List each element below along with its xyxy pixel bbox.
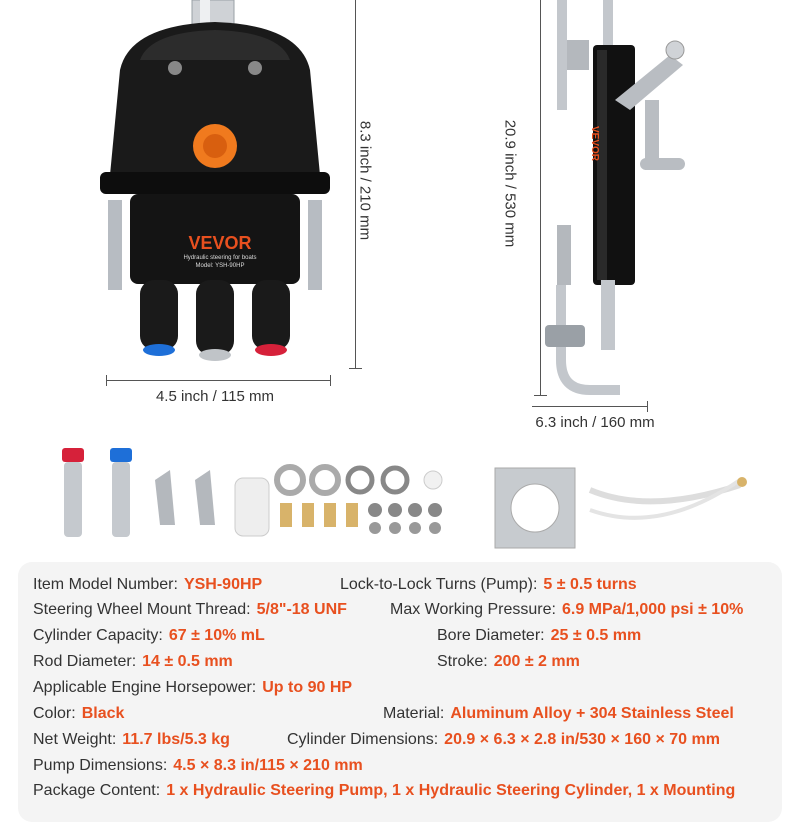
spec-value: Aluminum Alloy + 304 Stainless Steel [450, 705, 734, 722]
spec-label: Material: [383, 705, 445, 722]
cylinder-height-label: 20.9 inch / 530 mm [501, 119, 519, 248]
spec-label: Rod Diameter: [33, 653, 137, 670]
spec-value: 20.9 × 6.3 × 2.8 in/530 × 160 × 70 mm [444, 731, 720, 748]
pump-height-label: 8.3 inch / 210 mm [356, 120, 374, 241]
spec-value: 67 ± 10% mL [168, 627, 265, 644]
spec-value: 11.7 lbs/5.3 kg [122, 731, 230, 748]
spec-value: Black [81, 705, 125, 722]
spec-value: 200 ± 2 mm [493, 653, 580, 670]
spec-mount-thread [33, 601, 347, 619]
spec-color [33, 705, 124, 723]
spec-value: 5/8"-18 UNF [256, 601, 347, 618]
hose-fitting-red-icon [62, 448, 84, 537]
spec-label: Pump Dimensions: [33, 757, 168, 774]
steering-cylinder-image [545, 0, 695, 400]
spec-lock-turns [340, 576, 637, 594]
spec-value: 6.9 MPa/1,000 psi ± 10% [561, 601, 744, 618]
spec-package-content [33, 782, 735, 800]
cylinder-width-tick-right [647, 401, 648, 412]
spec-label: Lock-to-Lock Turns (Pump): [340, 576, 538, 593]
spec-value: 25 ± 0.5 mm [550, 627, 642, 644]
hose-fitting-blue-icon [110, 448, 132, 537]
spec-pump-dimensions [33, 757, 363, 775]
spec-label: Color: [33, 705, 76, 722]
spec-value: 4.5 × 8.3 in/115 × 210 mm [173, 757, 363, 774]
spec-label: Stroke: [437, 653, 488, 670]
pump-width-line [106, 380, 330, 381]
spec-value: Up to 90 HP [262, 679, 353, 696]
accessories-image [40, 440, 780, 550]
cylinder-brand-logo: VEVOR [589, 126, 600, 162]
spec-label: Net Weight: [33, 731, 117, 748]
spec-material [383, 705, 734, 723]
spec-label: Applicable Engine Horsepower: [33, 679, 257, 696]
pump-brand-logo: VEVOR [188, 233, 252, 253]
spec-label: Item Model Number: [33, 576, 178, 593]
pump-width-tick-right [330, 375, 331, 386]
spec-label: Cylinder Capacity: [33, 627, 163, 644]
cylinder-width-line [532, 406, 647, 407]
spec-value: YSH-90HP [183, 576, 263, 593]
spec-stroke [437, 653, 580, 671]
cylinder-height-line [540, 0, 541, 395]
spec-weight [33, 731, 230, 749]
spec-max-pressure [390, 601, 743, 619]
pump-label-line-1: Hydraulic steering for boats [183, 255, 257, 261]
spec-label: Max Working Pressure: [390, 601, 556, 618]
cylinder-width-label: 6.3 inch / 160 mm [535, 414, 655, 431]
pump-width-tick-left [106, 375, 107, 386]
spec-label: Steering Wheel Mount Thread: [33, 601, 251, 618]
spec-value: 14 ± 0.5 mm [142, 653, 233, 670]
spec-label: Package Content: [33, 782, 161, 799]
spec-horsepower [33, 679, 352, 697]
spec-label: Bore Diameter: [437, 627, 545, 644]
spec-capacity [33, 627, 265, 645]
spec-cylinder-dimensions [287, 731, 720, 749]
spec-value: 5 ± 0.5 turns [543, 576, 637, 593]
spec-model [33, 576, 262, 594]
spec-label: Cylinder Dimensions: [287, 731, 439, 748]
steering-pump-image [80, 0, 350, 370]
spec-bore [437, 627, 641, 645]
spec-value: 1 x Hydraulic Steering Pump, 1 x Hydraulic Steering Cylinder, 1 x Mounting [166, 782, 736, 799]
pump-width-label: 4.5 inch / 115 mm [155, 388, 275, 405]
pump-height-tick [349, 368, 362, 369]
spec-rod [33, 653, 233, 671]
pump-label-line-2: Model: YSH-90HP [195, 263, 245, 269]
